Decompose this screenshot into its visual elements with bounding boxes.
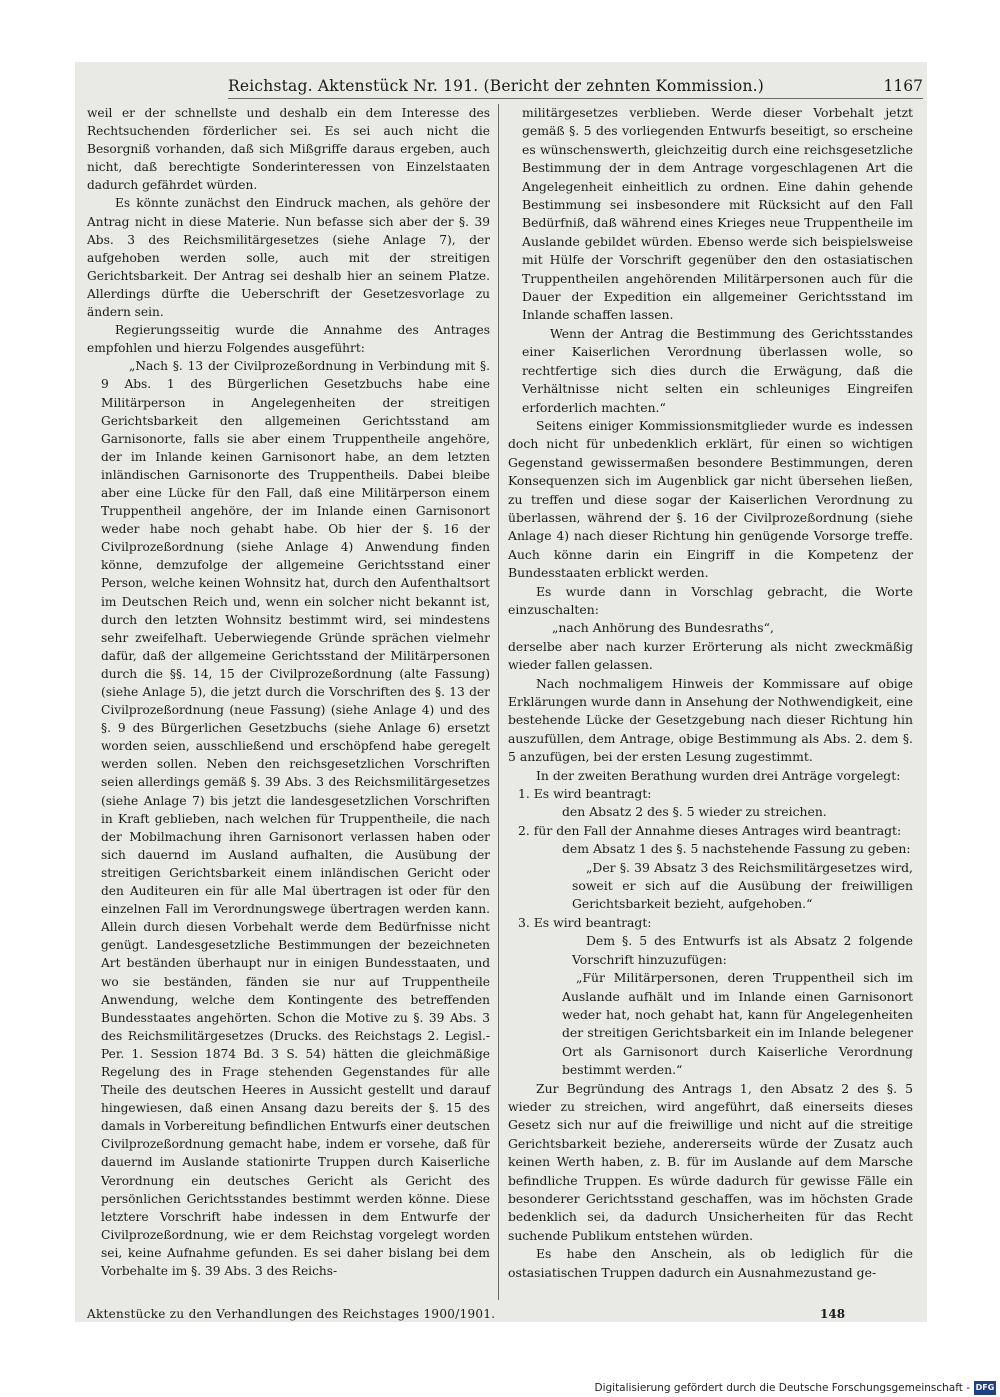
motion-2-quote: „Der §. 39 Absatz 3 des Reichsmilitärgesetzes wird, soweit er sich auf die Ausübung der freiwilligen Gerichtsbarkeit bezieht, aufgehoben.“ bbox=[572, 859, 913, 912]
page-header bbox=[228, 76, 923, 98]
paragraph: Regierungsseitig wurde die Annahme des Antrages empfohlen und hierzu Folgendes ausgeführt: bbox=[87, 323, 490, 356]
footer-source: Aktenstücke zu den Verhandlungen des Reichstages 1900/1901. bbox=[87, 1307, 496, 1321]
paragraph: Es habe den Anschein, als ob lediglich für die ostasiatischen Truppen dadurch ein Ausnahmezustand ge- bbox=[508, 1246, 913, 1280]
quoted-paragraph: „Nach §. 13 der Civilprozeßordnung in Verbindung mit §. 9 Abs. 1 des Bürgerlichen Gesetzbuchs habe eine Militärperson in Angelegenheiten der streitigen Gerichtsbarkeit den allgemeinen Gerichtsstand am Garnisonorte, falls sie aber einem Truppentheile angehöre, der im Inlande keinen Garnisonort habe, an dem letzten inländischen Garnisonorte des Truppentheils. Dabei bleibe aber eine Lücke für den Fall, daß eine Militärperson einem Truppentheil angehöre, der im Inlande einen Garnisonort weder habe noch gehabt habe. Ob hier der §. 16 der Civilprozeßordnung (siehe Anlage 4) Anwendung finden könne, demzufolge der allgemeine Gerichtsstand einer Person, welche keinen Wohnsitz hat, durch den Aufenthaltsort im Deutschen Reich und, wenn ein solcher nicht bekannt ist, durch den letzten Wohnsitz bestimmt wird, sei mindestens sehr zweifelhaft. Ueberwiegende Gründe sprächen vielmehr dafür, daß der allgemeine Gerichtsstand der Militärpersonen durch die §§. 14, 15 der Civilprozeßordnung (alte Fassung) (siehe Anlage 5), die jetzt durch die Vorschriften des §. 13 der Civilprozeßordnung (neue Fassung) (siehe Anlage 4) und des §. 9 des Bürgerlichen Gesetzbuchs (siehe Anlage 6) ersetzt worden seien, ausschließend und erschöpfend habe geregelt werden sollen. Neben den reichsgesetzlichen Vorschriften seien allerdings gemäß §. 39 Abs. 3 des Reichsmilitärgesetzes (siehe Anlage 7) bis jetzt die landesgesetzlichen Vorschriften in Kraft geblieben, nach welchen für Truppentheile, die nach der Mobilmachung ihren Garnisonort verlassen haben oder sich dauernd im Ausland aufhalten, die Ausübung der streitigen Gerichtsbarkeit einem inländischen Gericht oder den Auditeuren ein für alle Mal übertragen ist oder für den einzelnen Fall im Verordnungswege übertragen werden kann. Allein durch diesen Vorbehalt werde dem Bedürfnisse nicht genügt. Landesgesetzliche Bestimmungen der bezeichneten Art beständen überhaupt nur in einigen Bundesstaaten, und wo sie beständen, fänden sie nur auf Truppentheile Anwendung, welche dem Kontingente des betreffenden Bundesstaates angehörten. Schon die Motive zu §. 39 Abs. 3 des Reichsmilitärgesetzes (Drucks. des Reichstags 2. Legisl.-Per. 1. Session 1874 Bd. 3 S. 54) hätten die gleichmäßige Regelung des in Frage stehenden Gegenstandes für alle Theile des deutschen Heeres in Aussicht gestellt und darauf hingewiesen, daß einen Ansang dazu bereits der §. 15 des damals in Vorbereitung befindlichen Entwurfs einer deutschen Civilprozeßordnung gemacht habe, indem er vorsehe, daß für dauernd im Auslande stationirte Truppen durch Kaiserliche Verordnung ein deutsches Gericht als Gericht des persönlichen Gerichtsstandes bestimmt werden könne. Diese letztere Vorschrift habe indessen in dem Entwurfe der Civilprozeßordnung, wie er dem Reichstag vorgelegt worden sei, keine Aufnahme gefunden. Es sei daher bislang bei dem Vorbehalte im §. 39 Abs. 3 des Reichs- bbox=[101, 359, 490, 1278]
paragraph: Es könnte zunächst den Eindruck machen, als gehöre der Antrag nicht in diese Materie. Nun befasse sich aber der §. 39 Abs. 3 des Reichsmilitärgesetzes (siehe Anlage 7), der aufgehoben werden solle, auch mit der streitigen Gerichtsbarkeit. Der Antrag sei deshalb hier an seinem Platze. Allerdings dürfte die Ueberschrift der Gesetzesvorlage zu ändern sein. bbox=[87, 196, 490, 320]
right-column bbox=[508, 104, 913, 1282]
paragraph: Nach nochmaligem Hinweis der Kommissare auf obige Erklärungen wurde dann in Ansehung der Nothwendigkeit, eine bestehende Lücke der Gesetzgebung nach dieser Richtung hin auszufüllen, dem Antrage, obige Bestimmung als Abs. 2. dem §. 5 anzufügen, bei der ersten Lesung zugestimmt. bbox=[508, 675, 913, 765]
page-number: 1167 bbox=[883, 77, 923, 95]
paragraph: Seitens einiger Kommissionsmitglieder wurde es indessen doch nicht für unbedenklich erklärt, für einen so wichtigen Gegenstand gewissermaßen besondere Bestimmungen, deren Konsequenzen sich im Augenblick gar nicht übersehen ließen, zu treffen und diese sogar der Kaiserlichen Verordnung zu überlassen, während der §. 16 der Civilprozeßordnung (siehe Anlage 4) nach dieser Richtung hin genügende Vorsorge treffe. Auch könne darin ein Eingriff in die Kompetenz der Bundesstaaten erblickt werden. bbox=[508, 417, 913, 581]
paragraph: Zur Begründung des Antrags 1, den Absatz 2 des §. 5 wieder zu streichen, wird angeführt, daß einerseits dieses Gesetz sich nur auf die freiwillige und nicht auf die streitige Gerichtsbarkeit beziehe, andererseits würde der Zusatz auch keinen Werth haben, z. B. für im Auslande auf dem Marsche befindliche Truppen. Es würde dadurch für gewisse Fälle ein besonderer Gerichtsstand geschaffen, was im höchsten Grade bedenklich sei, da dadurch Unsicherheiten für das Recht suchende Publikum entstehen würden. bbox=[508, 1080, 913, 1243]
paragraph: Es wurde dann in Vorschlag gebracht, die Worte einzuschalten: bbox=[508, 583, 913, 617]
motion-2-heading: 2. für den Fall der Annahme dieses Antrages wird beantragt: bbox=[518, 822, 902, 838]
motion-1-heading: 1. Es wird beantragt: bbox=[518, 786, 652, 802]
paragraph: derselbe aber nach kurzer Erörterung als nicht zweckmäßig wieder fallen gelassen. bbox=[508, 638, 913, 673]
motion-1-text: den Absatz 2 des §. 5 wieder zu streichen. bbox=[562, 804, 827, 820]
motion-2-text: dem Absatz 1 des §. 5 nachstehende Fassung zu geben: bbox=[562, 841, 911, 857]
footer-sheet-number: 148 bbox=[820, 1307, 846, 1321]
dfg-logo-icon: DFG bbox=[974, 1381, 996, 1395]
inserted-words: „nach Anhörung des Bundesraths“, bbox=[552, 620, 774, 636]
motion-3-heading: 3. Es wird beantragt: bbox=[518, 914, 652, 930]
funding-credit: Digitalisierung gefördert durch die Deutsche Forschungsgemeinschaft - bbox=[594, 1382, 970, 1394]
left-column bbox=[87, 104, 490, 1280]
header-rule bbox=[228, 98, 923, 99]
motion-3-text: Dem §. 5 des Entwurfs ist als Absatz 2 folgende Vorschrift hinzuzufügen: bbox=[572, 933, 913, 967]
paragraph: weil er der schnellste und deshalb ein dem Interesse des Rechtsuchenden förderlicher sei. Es sei auch nicht die Besorgniß vorhanden, daß sich Mißgriffe daraus ergeben, auch nicht, daß berechtigte Sonderinteressen von Einzelstaaten dadurch gefährdet würden. bbox=[87, 106, 490, 193]
paragraph: In der zweiten Berathung wurden drei Anträge vorgelegt: bbox=[536, 767, 901, 783]
quoted-paragraph: militärgesetzes verblieben. Werde dieser Vorbehalt jetzt gemäß §. 5 des vorliegenden Entwurfs beseitigt, so erscheine es wünschenswerth, gleichzeitig durch eine reichsgesetzliche Bestimmung der in dem Antrage vorgeschlagenen Art die Angelegenheit einheitlich zu ordnen. Eine dahin gehende Bestimmung sei insbesondere mit Rücksicht auf den Fall Bedürfniß, daß während eines Krieges neue Truppentheile im Auslande gebildet würden. Ebenso werde sich beispielsweise mit Hülfe der Vorschrift gegenüber den den ostasiatischen Truppentheilen angehörenden Militärpersonen auch für die Dauer der Expedition ein allgemeiner Gerichtsstand im Inlande schaffen lassen. bbox=[522, 105, 913, 323]
motion-3-quote: „Für Militärpersonen, deren Truppentheil sich im Auslande aufhält und im Inlande einen Garnisonort weder hat, noch gehabt hat, kann für Angelegenheiten der streitigen Gerichtsbarkeit ein im Inlande belegener Ort als Garnisonort durch Kaiserliche Verordnung bestimmt werden.“ bbox=[562, 970, 913, 1078]
column-divider bbox=[498, 104, 499, 1300]
header-title: Reichstag. Aktenstück Nr. 191. (Bericht der zehnten Kommission.) bbox=[228, 77, 765, 95]
quoted-paragraph: Wenn der Antrag die Bestimmung des Gerichtsstandes einer Kaiserlichen Verordnung überlassen wolle, so rechtfertige sich dies durch die Erwägung, daß die Verhältnisse nicht selten ein schleuniges Eingreifen erforderlich machten.“ bbox=[522, 325, 913, 415]
